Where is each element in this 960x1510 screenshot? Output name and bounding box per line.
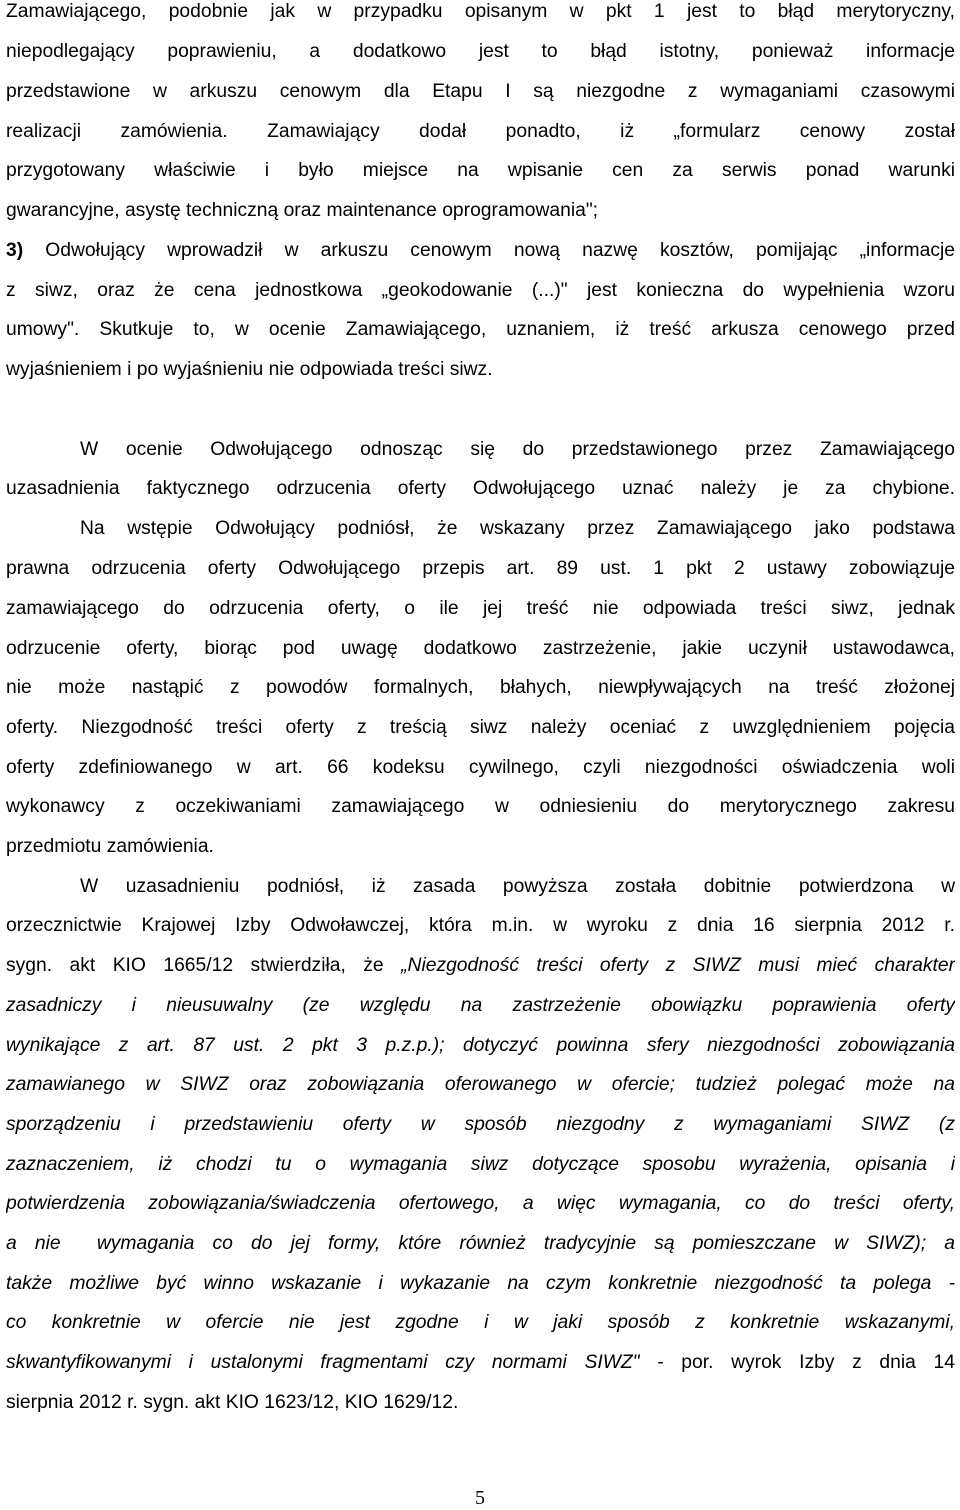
text-line: W uzasadnieniu podniósł, iż zasada powyższa została dobitnie potwierdzona w: [80, 876, 955, 897]
text-line: realizacji zamówienia. Zamawiający dodał ponadto, iż „formularz cenowy został: [6, 121, 955, 142]
text-line: uzasadnienia faktycznego odrzucenia oferty Odwołującego uznać należy je za chybione.: [6, 478, 955, 499]
text-line: umowy". Skutkuje to, w ocenie Zamawiającego, uznaniem, iż treść arkusza cenowego przed: [6, 319, 955, 340]
text-line: skwantyfikowanymi i ustalonymi fragmentami czy normami SIWZ" - por. wyrok Izby z dnia 14: [6, 1352, 955, 1373]
list-number: 3): [6, 240, 24, 261]
quote-line: zamawianego w SIWZ oraz zobowiązania oferowanego w ofercie; tudzież polegać może na: [6, 1074, 955, 1095]
text-line: gwarancyjne, asystę techniczną oraz maintenance oprogramowania";: [6, 200, 599, 221]
text-line: wyjaśnieniem i po wyjaśnieniu nie odpowiada treści siwz.: [6, 359, 493, 380]
text-line: oferty. Niezgodność treści oferty z treścią siwz należy oceniać z uwzględnieniem pojęcia: [6, 717, 955, 738]
text-line: nie może nastąpić z powodów formalnych, błahych, niewpływających na treść złożonej: [6, 677, 955, 698]
quote-line: zasadniczy i nieusuwalny (ze względu na zastrzeżenie obowiązku poprawienia oferty: [6, 995, 955, 1016]
text-line: sygn. akt KIO 1665/12 stwierdziła, że „Niezgodność treści oferty z SIWZ musi mieć charakter: [6, 955, 955, 976]
quote-line: zaznaczeniem, iż chodzi tu o wymagania siwz dotyczące sposobu wyrażenia, opisania i: [6, 1154, 955, 1175]
text-line: W ocenie Odwołującego odnosząc się do przedstawionego przez Zamawiającego: [80, 439, 955, 460]
quote-text: skwantyfikowanymi i ustalonymi fragmentami czy normami SIWZ": [6, 1352, 640, 1373]
quote-line: a nie wymagania co do jej formy, które również tradycyjnie są pomieszczane w SIWZ); a: [6, 1233, 955, 1254]
text-line: niepodlegający poprawieniu, a dodatkowo jest to błąd istotny, ponieważ informacje: [6, 41, 955, 62]
text-line: 3) Odwołujący wprowadził w arkuszu cenowym nową nazwę kosztów, pomijając „informacje: [6, 240, 955, 261]
text-line: oferty zdefiniowanego w art. 66 kodeksu cywilnego, czyli niezgodności oświadczenia woli: [6, 757, 955, 778]
text-line: odrzucenie oferty, biorąc pod uwagę dodatkowo zastrzeżenie, jakie uczynił ustawodawca,: [6, 638, 955, 659]
quote-line: co konkretnie w ofercie nie jest zgodne i w jaki sposób z konkretnie wskazanymi,: [6, 1312, 955, 1333]
text-line: przedstawione w arkuszu cenowym dla Etapu I są niezgodne z wymaganiami czasowymi: [6, 81, 955, 102]
text-line: Zamawiającego, podobnie jak w przypadku opisanym w pkt 1 jest to błąd merytoryczny,: [6, 1, 955, 22]
text-line: wykonawcy z oczekiwaniami zamawiającego w odniesieniu do merytorycznego zakresu: [6, 796, 955, 817]
text-line: sierpnia 2012 r. sygn. akt KIO 1623/12, KIO 1629/12.: [6, 1392, 459, 1413]
text-line: prawna odrzucenia oferty Odwołującego przepis art. 89 ust. 1 pkt 2 ustawy zobowiązuje: [6, 558, 955, 579]
quote-line: wynikające z art. 87 ust. 2 pkt 3 p.z.p.); dotyczyć powinna sfery niezgodności zobowiązania: [6, 1035, 955, 1056]
text-line: Na wstępie Odwołujący podniósł, że wskazany przez Zamawiającego jako podstawa: [80, 518, 955, 539]
text-line: z siwz, oraz że cena jednostkowa „geokodowanie (...)" jest konieczna do wypełnienia wzoru: [6, 280, 955, 301]
text-line: orzecznictwie Krajowej Izby Odwoławczej, która m.in. w wyroku z dnia 16 sierpnia 2012 r.: [6, 915, 955, 936]
quote-line: także możliwe być winno wskazanie i wykazanie na czym konkretnie niezgodność ta polega -: [6, 1273, 955, 1294]
quote-line: potwierdzenia zobowiązania/świadczenia ofertowego, a więc wymagania, co do treści oferty,: [6, 1193, 955, 1214]
page-number: 5: [475, 1487, 485, 1509]
quote-line: sporządzeniu i przedstawieniu oferty w sposób niezgodny z wymaganiami SIWZ (z: [6, 1114, 955, 1135]
text-line: zamawiającego do odrzucenia oferty, o ile jej treść nie odpowiada treści siwz, jednak: [6, 598, 955, 619]
text-line: przedmiotu zamówienia.: [6, 836, 214, 857]
quote-text: „Niezgodność treści oferty z SIWZ musi mieć charakter: [401, 955, 955, 976]
text-line: przygotowany właściwie i było miejsce na wpisanie cen za serwis ponad warunki: [6, 160, 955, 181]
